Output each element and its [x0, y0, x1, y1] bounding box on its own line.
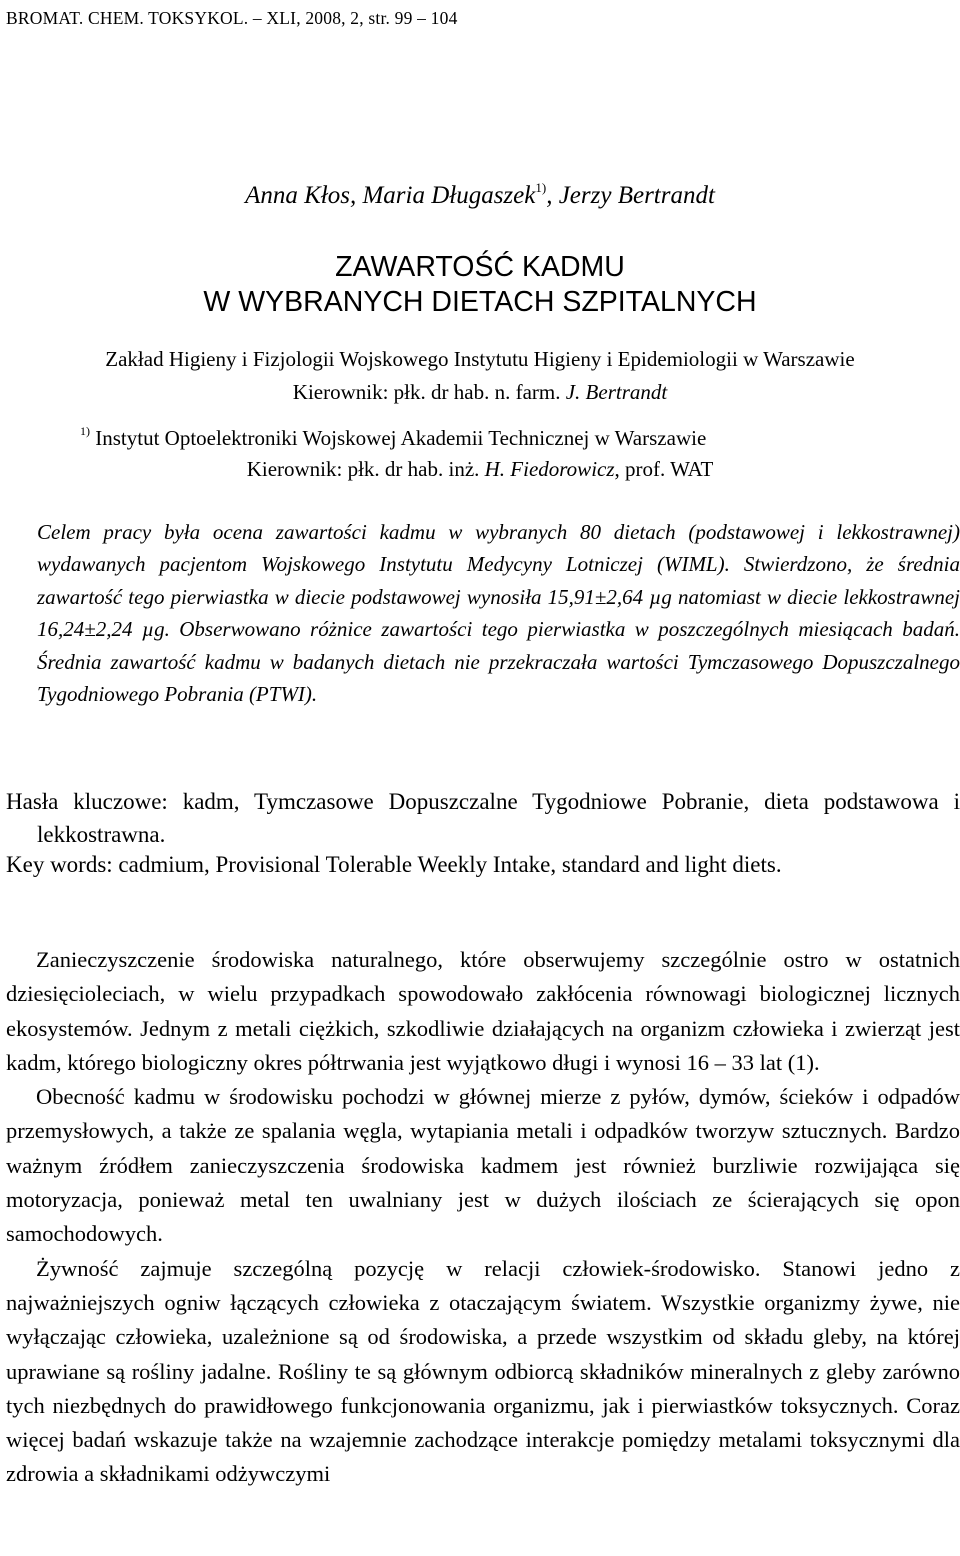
- author-footnote-marker: 1): [535, 180, 547, 195]
- authors-part-2: , Jerzy Bertrandt: [546, 182, 715, 209]
- affiliation-1-head-prefix: Kierownik: płk. dr hab. n. farm.: [292, 380, 566, 404]
- affiliation-1: Zakład Higieny i Fizjologii Wojskowego Instytutu Higieny i Epidemiologii w Warszawie: [105, 347, 855, 371]
- abstract: [37, 516, 960, 710]
- authors-part-1: Anna Kłos, Maria Długaszek: [245, 182, 536, 209]
- body-paragraph: Zanieczyszczenie środowiska naturalnego, które obserwujemy szczególnie ostro w ostatnich dziesięcioleciach, w wielu przypadkach spowodowało zakłócenia równowagi biologicznej licznych ekosystemów. Jednym z metali ciężkich, szkodliwie działających na organizm człowieka i zwierząt jest kadm, którego biologiczny okres półtrwania jest wyjątkowo długi i wynosi 16 – 33 lat (1).: [6, 947, 960, 1075]
- affiliation-2-head-suffix: , prof. WAT: [614, 457, 714, 481]
- affiliation-2-marker: 1): [80, 424, 90, 438]
- body-paragraph: Żywność zajmuje szczególną pozycję w relacji człowiek-środowisko. Stanowi jedno z najważniejszych ogniw łączących człowieka z otaczającym światem. Wszystkie organizmy żywe, nie wyłączając człowieka, uzależnione są od środowiska, a przede wszystkim od składu gleby, na której uprawiane są rośliny jadalne. Rośliny te są głównym odbiorcą składników mineralnych z gleby zarówno tych niezbędnych do prawidłowego funkcjonowania organizmu, jak i pierwiastków toksycznych. Coraz więcej badań wskazuje także na wzajemnie zachodzące interakcje pomiędzy metalami toksycznymi dla zdrowia a składnikami odżywczymi: [6, 1255, 960, 1487]
- body-text: [6, 943, 960, 1492]
- affiliation-2-head-prefix: Kierownik: płk. dr hab. inż.: [246, 457, 485, 481]
- affiliation-2: [80, 424, 706, 451]
- affiliation-2-head-name: H. Fiedorowicz: [484, 457, 615, 481]
- affiliation-1-head-name: J. Bertrandt: [565, 380, 668, 404]
- keywords-english: Key words: cadmium, Provisional Tolerable Weekly Intake, standard and light diets.: [6, 852, 782, 877]
- affiliation-2-head: [0, 457, 960, 482]
- affiliation-1-head: [0, 380, 960, 405]
- article-title-line-1: ZAWARTOŚĆ KADMU: [335, 251, 625, 283]
- affiliation-2-text: Instytut Optoelektroniki Wojskowej Akademii Technicznej w Warszawie: [95, 426, 707, 450]
- article-title-line-2: W WYBRANYCH DIETACH SZPITALNYCH: [203, 286, 757, 318]
- journal-header: BROMAT. CHEM. TOKSYKOL. – XLI, 2008, 2, str. 99 – 104: [6, 8, 458, 28]
- body-paragraph: Obecność kadmu w środowisku pochodzi w głównej mierze z pyłów, dymów, ścieków i odpadów przemysłowych, a także ze spalania węgla, wytapiania metali i odpadków tworzyw sztucznych. Bardzo ważnym źródłem zanieczyszczenia środowiska kadmem jest również burzliwie rozwijająca się motoryzacja, ponieważ metal ten uwalniany jest w dużych ilościach ze ścierających się opon samochodowych.: [6, 1084, 960, 1247]
- abstract-text: Celem pracy była ocena zawartości kadmu w wybranych 80 dietach (podstawowej i lekkostrawnej) wydawanych pacjentom Wojskowego Instytutu Medycyny Lotniczej (WIML). Stwierdzono, że średnia zawartość tego pierwiastka w diecie podstawowej wynosiła 15,91±2,64 µg natomiast w diecie lekkostrawnej 16,24±2,24 µg. Obserwowano różnice zawartości tego pierwiastka w poszczególnych miesiącach badań. Średnia zawartość kadmu w badanych dietach nie przekraczała wartości Tymczasowego Dopuszczalnego Tygodniowego Pobrania (PTWI).: [37, 520, 960, 707]
- authors-line: [0, 180, 960, 210]
- keywords-polish: Hasła kluczowe: kadm, Tymczasowe Dopuszczalne Tygodniowe Pobranie, dieta podstawowa i lekkostrawna.: [6, 789, 960, 847]
